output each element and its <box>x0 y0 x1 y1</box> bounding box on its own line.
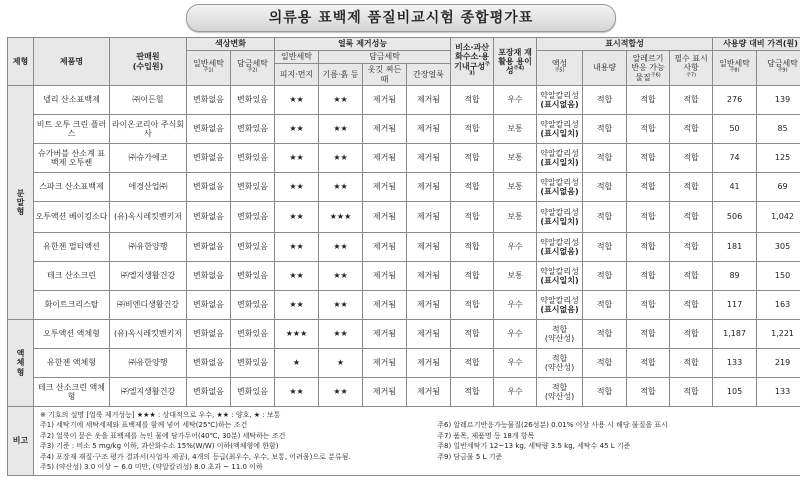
table-row <box>8 349 800 378</box>
content-result: 적합 <box>583 202 627 233</box>
color-general: 변화없음 <box>187 349 231 378</box>
liquid-result <box>537 233 583 262</box>
stain-soy: 제거됨 <box>407 262 451 291</box>
price-soak: 139 <box>757 86 800 115</box>
price-general: 117 <box>713 291 757 320</box>
notes-section <box>8 407 800 476</box>
note-line: 주5) (약산성) 3.0 이상 ~ 6.0 미만, (약알칼리성) 8.0 초과 ~ 11.0 이하 <box>40 463 263 472</box>
packaging-grade: 우수 <box>494 233 537 262</box>
h2o2-result: 적합 <box>451 349 494 378</box>
seller-name: 애경산업㈜ <box>110 173 187 202</box>
stain-soy: 제거됨 <box>407 144 451 173</box>
header-product: 제품명 <box>34 38 110 86</box>
allergy-result: 적합 <box>627 115 670 144</box>
liquid-value: 약알칼리성 <box>540 266 579 276</box>
note-line: 주3) 기준 : 비소 5 mg/kg 이하, 과산화수소 15%(W/W) 이하(액체형에 한함) <box>40 442 279 451</box>
notes-right <box>437 420 767 462</box>
seller-name: ㈜비엔디생활건강 <box>110 291 187 320</box>
table-row <box>8 233 800 262</box>
header-content: 내용량 <box>583 51 627 86</box>
product-name: 화이트크리스탈 <box>34 291 110 320</box>
price-soak: 150 <box>757 262 800 291</box>
seller-name: ㈜엘지생활건강 <box>110 262 187 291</box>
stain-general: ★★ <box>275 173 319 202</box>
header-color-soak <box>231 51 275 86</box>
stain-soy: 제거됨 <box>407 86 451 115</box>
page-title: 의류용 표백제 품질비교시험 종합평가표 <box>186 4 616 32</box>
stain-general: ★★ <box>275 291 319 320</box>
content-result: 적합 <box>583 233 627 262</box>
header-liquid <box>537 51 583 86</box>
liquid-value: 약알칼리성 <box>540 237 579 247</box>
category-cell <box>8 320 34 407</box>
liquid-value: 약알칼리성 <box>540 148 579 158</box>
stain-oil: ★ <box>319 349 363 378</box>
stain-oil: ★★★ <box>319 202 363 233</box>
required-result: 적합 <box>670 115 713 144</box>
stain-general: ★★★ <box>275 320 319 349</box>
required-result: 적합 <box>670 291 713 320</box>
stain-oil: ★★ <box>319 115 363 144</box>
required-result: 적합 <box>670 378 713 407</box>
required-result: 적합 <box>670 173 713 202</box>
packaging-grade: 우수 <box>494 320 537 349</box>
note-line: 주9) 담금물 5 L 기준 <box>437 452 503 461</box>
liquid-value: 약알칼리성 <box>540 119 579 129</box>
table-row <box>8 378 800 407</box>
note-line: 주2) 얼룩이 묻은 옷을 표백제를 녹인 물에 담가두어(40℃, 30분) 세탁하는 조건 <box>40 431 286 440</box>
liquid-detail: (표시없음) <box>540 305 579 314</box>
allergy-result: 적합 <box>627 144 670 173</box>
note-mark: 주5) <box>554 67 565 74</box>
price-general: 276 <box>713 86 757 115</box>
price-soak: 125 <box>757 144 800 173</box>
color-general: 변화없음 <box>187 233 231 262</box>
stain-soy: 제거됨 <box>407 233 451 262</box>
liquid-detail: (약산성) <box>544 363 575 372</box>
table-row <box>8 115 800 144</box>
product-name: 오투액션 베이킹소다 <box>34 202 110 233</box>
liquid-result <box>537 320 583 349</box>
seller-name: (유)옥시레킷벤키저 <box>110 202 187 233</box>
header-color-general-text: 일반세탁 <box>193 58 224 68</box>
table-row <box>8 291 800 320</box>
stain-soy: 제거됨 <box>407 349 451 378</box>
stain-collar: 제거됨 <box>363 202 407 233</box>
color-soak: 변화있음 <box>231 291 275 320</box>
stain-general: ★★ <box>275 202 319 233</box>
liquid-detail: (표시일치) <box>540 158 579 167</box>
liquid-detail: (표시일치) <box>540 217 579 226</box>
price-general: 181 <box>713 233 757 262</box>
stain-general: ★★ <box>275 262 319 291</box>
h2o2-result: 적합 <box>451 233 494 262</box>
color-soak: 변화있음 <box>231 349 275 378</box>
content-result: 적합 <box>583 144 627 173</box>
packaging-grade: 보통 <box>494 173 537 202</box>
color-soak: 변화있음 <box>231 320 275 349</box>
content-result: 적합 <box>583 349 627 378</box>
header-required-text: 필수 표시사항 <box>674 54 708 73</box>
content-result: 적합 <box>583 173 627 202</box>
liquid-result <box>537 202 583 233</box>
price-soak: 219 <box>757 349 800 378</box>
note-mark: 주6) <box>650 71 661 78</box>
stain-soy: 제거됨 <box>407 202 451 233</box>
h2o2-result: 적합 <box>451 202 494 233</box>
liquid-value: 적합 <box>551 324 568 334</box>
price-soak: 305 <box>757 233 800 262</box>
liquid-detail: (표시일치) <box>540 129 579 138</box>
required-result: 적합 <box>670 349 713 378</box>
table-row <box>8 262 800 291</box>
category-label: 액 체 형 <box>16 349 25 377</box>
color-soak: 변화있음 <box>231 378 275 407</box>
stain-general: ★★ <box>275 144 319 173</box>
color-general: 변화없음 <box>187 320 231 349</box>
h2o2-result: 적합 <box>451 320 494 349</box>
packaging-grade: 우수 <box>494 378 537 407</box>
evaluation-table <box>7 37 800 476</box>
note-line: 주8) 일반세탁기 12~13 kg, 세탁량 3.5 kg, 세탁수 45 L 기준 <box>437 442 631 451</box>
product-name: 슈가버블 산소계 표백제 오투쎈 <box>34 144 110 173</box>
packaging-grade: 우수 <box>494 86 537 115</box>
price-general: 105 <box>713 378 757 407</box>
h2o2-result: 적합 <box>451 86 494 115</box>
stain-oil: ★★ <box>319 233 363 262</box>
note-mark: 주9) <box>777 67 788 74</box>
price-soak: 133 <box>757 378 800 407</box>
product-name: 테크 산소크린 <box>34 262 110 291</box>
allergy-result: 적합 <box>627 262 670 291</box>
stain-soy: 제거됨 <box>407 115 451 144</box>
price-general: 506 <box>713 202 757 233</box>
liquid-detail: (표시일치) <box>540 276 579 285</box>
header-h2o2 <box>451 38 494 86</box>
stain-collar: 제거됨 <box>363 291 407 320</box>
price-soak: 85 <box>757 115 800 144</box>
note-line: 주7) 품목, 제품명 등 18개 항목 <box>437 431 535 440</box>
note-line: 주6) 알레르기반응가능물질(26성분) 0.01% 이상 사용 시 해당 물질을 표시 <box>437 421 668 430</box>
seller-name: ㈜이든힐 <box>110 86 187 115</box>
color-soak: 변화있음 <box>231 173 275 202</box>
stain-oil: ★★ <box>319 262 363 291</box>
notes-left <box>40 420 435 472</box>
color-soak: 변화있음 <box>231 115 275 144</box>
note-mark: 주3) <box>469 60 490 77</box>
notes-label: 비고 <box>8 407 34 476</box>
stain-collar: 제거됨 <box>363 115 407 144</box>
stain-oil: ★★ <box>319 320 363 349</box>
color-soak: 변화있음 <box>231 262 275 291</box>
price-soak: 1,221 <box>757 320 800 349</box>
color-soak: 변화있음 <box>231 202 275 233</box>
stain-oil: ★★ <box>319 173 363 202</box>
content-result: 적합 <box>583 378 627 407</box>
color-general: 변화없음 <box>187 291 231 320</box>
header-blood: 피지·먼지 <box>275 64 319 86</box>
liquid-result <box>537 115 583 144</box>
allergy-result: 적합 <box>627 173 670 202</box>
allergy-result: 적합 <box>627 202 670 233</box>
table-row <box>8 202 800 233</box>
liquid-value: 약알칼리성 <box>540 207 579 217</box>
category-cell <box>8 86 34 320</box>
header-color-general <box>187 51 231 86</box>
price-general: 133 <box>713 349 757 378</box>
table-body <box>8 86 800 407</box>
liquid-value: 적합 <box>551 382 568 392</box>
header-seller-text: 판매원 (수입원) <box>132 52 164 71</box>
color-general: 변화없음 <box>187 378 231 407</box>
liquid-result <box>537 144 583 173</box>
liquid-result <box>537 378 583 407</box>
header-stain-removal: 얼룩 제거성능 <box>275 38 451 51</box>
product-name: 유한젠 멀티액션 <box>34 233 110 262</box>
price-soak: 1,042 <box>757 202 800 233</box>
liquid-detail: (표시없음) <box>540 187 579 196</box>
note-mark: 주1) <box>203 67 214 74</box>
header-allergy-text: 알레르기 반응 가능물질 <box>631 54 665 82</box>
liquid-result <box>537 349 583 378</box>
h2o2-result: 적합 <box>451 115 494 144</box>
stain-oil: ★★ <box>319 378 363 407</box>
required-result: 적합 <box>670 144 713 173</box>
color-general: 변화없음 <box>187 144 231 173</box>
stain-oil: ★★ <box>319 144 363 173</box>
required-result: 적합 <box>670 202 713 233</box>
note-mark: 주7) <box>686 71 697 78</box>
liquid-detail: (표시없음) <box>540 100 579 109</box>
stain-collar: 제거됨 <box>363 173 407 202</box>
header-h2o2-text: 비소·과산화수소·용기내구성 <box>454 43 490 71</box>
packaging-grade: 보통 <box>494 144 537 173</box>
content-result: 적합 <box>583 115 627 144</box>
liquid-detail: (약산성) <box>544 392 575 401</box>
header-labeling: 표시적합성 <box>537 38 713 51</box>
liquid-value: 적합 <box>551 353 568 363</box>
allergy-result: 적합 <box>627 86 670 115</box>
header-stain-soak: 담금세탁 <box>319 51 451 64</box>
header-price-general <box>713 51 757 86</box>
header-price-general-text: 일반세탁 <box>719 58 751 68</box>
table-row <box>8 144 800 173</box>
color-general: 변화없음 <box>187 202 231 233</box>
stain-collar: 제거됨 <box>363 378 407 407</box>
price-general: 50 <box>713 115 757 144</box>
header-packaging-text: 포장재 재활용 용이성 <box>498 47 532 76</box>
seller-name: ㈜유한양행 <box>110 233 187 262</box>
stain-soy: 제거됨 <box>407 378 451 407</box>
header-price-soak <box>757 51 800 86</box>
category-label: 분 말 형 <box>16 188 25 217</box>
header-oil: 기름·흙 등 <box>319 64 363 86</box>
allergy-result: 적합 <box>627 378 670 407</box>
notes-content <box>34 407 800 476</box>
header-color-change: 색상변화 <box>187 38 275 51</box>
packaging-grade: 우수 <box>494 349 537 378</box>
stain-general: ★ <box>275 349 319 378</box>
note-mark: 주2) <box>247 67 258 74</box>
seller-name: (유)옥시레킷벤키저 <box>110 320 187 349</box>
stain-general: ★★ <box>275 86 319 115</box>
header-allergy <box>627 51 670 86</box>
product-name: 오투액션 액체형 <box>34 320 110 349</box>
color-soak: 변화있음 <box>231 233 275 262</box>
header-seller <box>110 38 187 86</box>
stain-soy: 제거됨 <box>407 173 451 202</box>
table-row <box>8 86 800 115</box>
header-price: 사용량 대비 가격(원) <box>713 38 800 51</box>
header-packaging <box>494 38 537 86</box>
required-result: 적합 <box>670 233 713 262</box>
table-row <box>8 173 800 202</box>
packaging-grade: 우수 <box>494 291 537 320</box>
h2o2-result: 적합 <box>451 262 494 291</box>
liquid-value: 약알칼리성 <box>540 177 579 187</box>
price-general: 41 <box>713 173 757 202</box>
content-result: 적합 <box>583 291 627 320</box>
seller-name: ㈜엘지생활건강 <box>110 378 187 407</box>
price-general: 74 <box>713 144 757 173</box>
liquid-result <box>537 291 583 320</box>
color-general: 변화없음 <box>187 115 231 144</box>
required-result: 적합 <box>670 86 713 115</box>
header-required <box>670 51 713 86</box>
price-soak: 69 <box>757 173 800 202</box>
price-general: 89 <box>713 262 757 291</box>
header-type: 제형 <box>8 38 34 86</box>
note-line: 주4) 포장재 재질·구조 평가 결과서(사업자 제공), 4개의 등급(최우수, 우수, 보통, 어려움)으로 분류됨. <box>40 452 351 461</box>
allergy-result: 적합 <box>627 349 670 378</box>
liquid-value: 약알칼리성 <box>540 90 579 100</box>
stain-general: ★★ <box>275 115 319 144</box>
h2o2-result: 적합 <box>451 291 494 320</box>
packaging-grade: 보통 <box>494 115 537 144</box>
price-general: 1,187 <box>713 320 757 349</box>
allergy-result: 적합 <box>627 291 670 320</box>
header-color-soak-text: 담금세탁 <box>237 58 268 68</box>
content-result: 적합 <box>583 320 627 349</box>
color-soak: 변화있음 <box>231 144 275 173</box>
note-mark: 주4) <box>513 65 525 72</box>
liquid-result <box>537 86 583 115</box>
stain-collar: 제거됨 <box>363 86 407 115</box>
allergy-result: 적합 <box>627 233 670 262</box>
liquid-value: 약알칼리성 <box>540 295 579 305</box>
content-result: 적합 <box>583 262 627 291</box>
note-mark: 주8) <box>729 67 740 74</box>
header-price-soak-text: 담금세탁 <box>767 58 799 68</box>
product-name: 비트 오투 크린 플러스 <box>34 115 110 144</box>
content-result: 적합 <box>583 86 627 115</box>
stain-soy: 제거됨 <box>407 291 451 320</box>
required-result: 적합 <box>670 320 713 349</box>
stain-collar: 제거됨 <box>363 144 407 173</box>
product-name: 넬리 산소표백제 <box>34 86 110 115</box>
header-soy: 간장얼룩 <box>407 64 451 86</box>
seller-name: 라이온코리아 주식회사 <box>110 115 187 144</box>
seller-name: ㈜유한양행 <box>110 349 187 378</box>
liquid-detail: (약산성) <box>544 334 575 343</box>
note-line: 주1) 세탁기에 세탁세제와 표백제를 함께 넣어 세탁(25℃)하는 조건 <box>40 421 248 430</box>
allergy-result: 적합 <box>627 320 670 349</box>
liquid-result <box>537 173 583 202</box>
stain-general: ★★ <box>275 233 319 262</box>
stain-collar: 제거됨 <box>363 320 407 349</box>
h2o2-result: 적합 <box>451 378 494 407</box>
product-name: 테크 산소크린 액체형 <box>34 378 110 407</box>
table-row <box>8 320 800 349</box>
color-soak: 변화있음 <box>231 86 275 115</box>
stain-general: ★★ <box>275 378 319 407</box>
price-soak: 163 <box>757 291 800 320</box>
color-general: 변화없음 <box>187 173 231 202</box>
stain-collar: 제거됨 <box>363 262 407 291</box>
liquid-result <box>537 262 583 291</box>
required-result: 적합 <box>670 262 713 291</box>
product-name: 유한젠 액체형 <box>34 349 110 378</box>
stain-collar: 제거됨 <box>363 233 407 262</box>
h2o2-result: 적합 <box>451 173 494 202</box>
seller-name: ㈜슈가에코 <box>110 144 187 173</box>
h2o2-result: 적합 <box>451 144 494 173</box>
header-liquid-text: 액성 <box>551 58 568 68</box>
stain-soy: 제거됨 <box>407 320 451 349</box>
notes-legend: ※ 기호의 설명 [얼룩 제거성능] ★★★ : 상대적으로 우수, ★★ : 양호, ★ : 보통 <box>40 411 281 419</box>
stain-oil: ★★ <box>319 86 363 115</box>
packaging-grade: 보통 <box>494 202 537 233</box>
header-stain-general: 일반세탁 <box>275 51 319 64</box>
header-collar: 옷깃 찌든때 <box>363 64 407 86</box>
liquid-detail: (표시없음) <box>540 247 579 256</box>
stain-collar: 제거됨 <box>363 349 407 378</box>
color-general: 변화없음 <box>187 262 231 291</box>
packaging-grade: 보통 <box>494 262 537 291</box>
stain-oil: ★★ <box>319 291 363 320</box>
product-name: 스파크 산소표백제 <box>34 173 110 202</box>
color-general: 변화없음 <box>187 86 231 115</box>
